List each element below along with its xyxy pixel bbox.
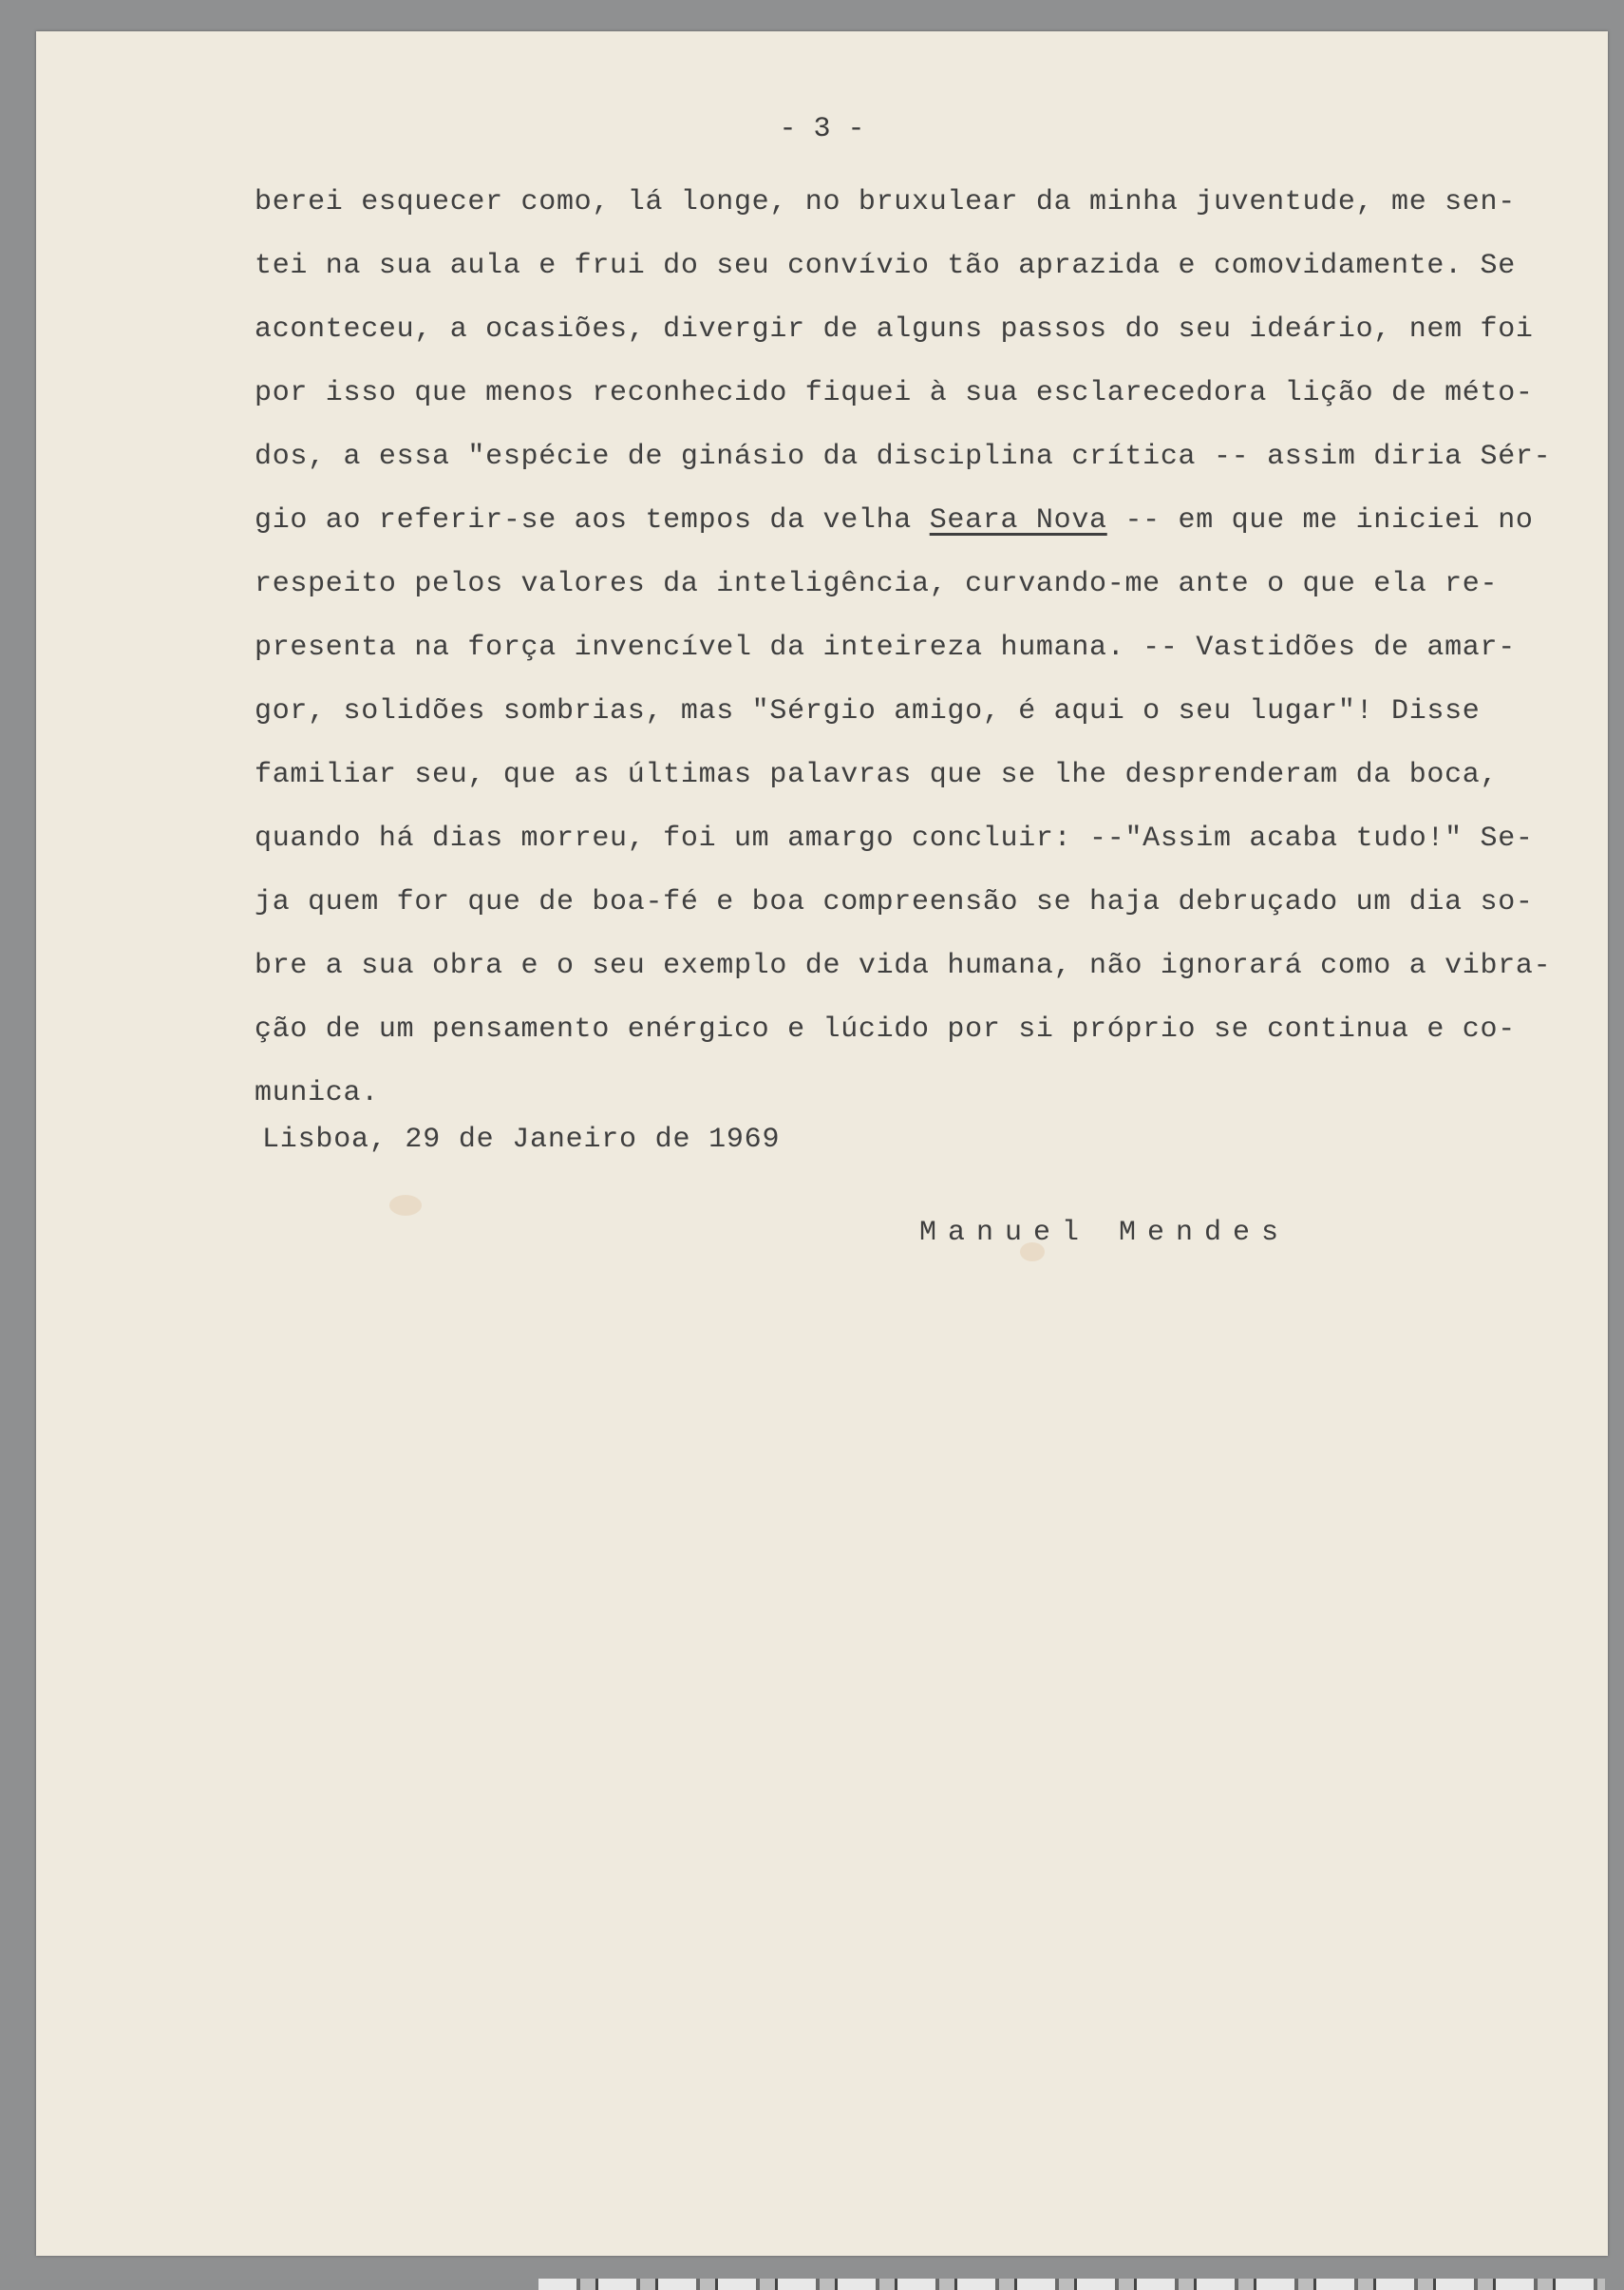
text-line: familiar seu, que as últimas palavras que se lhe desprenderam da boca, bbox=[255, 759, 1499, 791]
date-line: Lisboa, 29 de Janeiro de 1969 bbox=[262, 1124, 781, 1156]
typed-letter-page bbox=[36, 31, 1608, 2256]
publication-title-underlined: Seara Nova bbox=[929, 504, 1107, 537]
text-line: munica. bbox=[255, 1077, 379, 1109]
text-line: dos, a essa "espécie de ginásio da disciplina crítica -- assim diria Sér- bbox=[255, 441, 1552, 473]
scan-calibration-strip bbox=[538, 2279, 1605, 2290]
text-line: ção de um pensamento enérgico e lúcido por si próprio se continua e co- bbox=[255, 1013, 1516, 1046]
text-line: gio ao referir-se aos tempos da velha Seara Nova -- em que me iniciei no bbox=[255, 504, 1534, 537]
text-line: por isso que menos reconhecido fiquei à sua esclarecedora lição de méto- bbox=[255, 377, 1534, 409]
text-line: ja quem for que de boa-fé e boa compreensão se haja debruçado um dia so- bbox=[255, 886, 1534, 918]
body-paragraph bbox=[255, 171, 1611, 1126]
text-line: berei esquecer como, lá longe, no bruxulear da minha juventude, me sen- bbox=[255, 186, 1516, 218]
signature: Manuel Mendes bbox=[919, 1217, 1291, 1249]
text-line: presenta na força invencível da inteireza humana. -- Vastidões de amar- bbox=[255, 632, 1516, 664]
text-line: aconteceu, a ocasiões, divergir de alguns passos do seu ideário, nem foi bbox=[255, 313, 1534, 346]
text-line: quando há dias morreu, foi um amargo concluir: --"Assim acaba tudo!" Se- bbox=[255, 823, 1534, 855]
text-line: tei na sua aula e frui do seu convívio tão aprazida e comovidamente. Se bbox=[255, 250, 1516, 282]
text-line: respeito pelos valores da inteligência, curvando-me ante o que ela re- bbox=[255, 568, 1499, 600]
page-number: - 3 - bbox=[779, 113, 865, 145]
text-line: gor, solidões sombrias, mas "Sérgio amigo, é aqui o seu lugar"! Disse bbox=[255, 695, 1481, 728]
text-line: bre a sua obra e o seu exemplo de vida humana, não ignorará como a vibra- bbox=[255, 950, 1552, 982]
